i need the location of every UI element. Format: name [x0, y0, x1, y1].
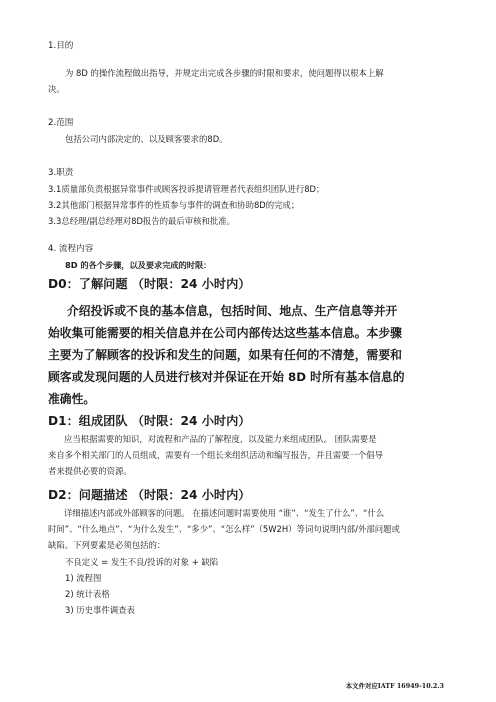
d2-line-1: 详细描述内部或外部顾客的问题。 在描述问题时需要使用 “谁”、“发生了什么”、“什么: [64, 508, 385, 518]
purpose-line-1: 为 8D 的操作流程做出指导，并规定出完成各步骤的时限和要求，使问题得以根本上解: [65, 68, 384, 78]
footer-reference: 本文件对应IATF 16949-10.2.3: [345, 682, 444, 690]
d0-line-4: 顾客或发现问题的人员进行核对并保证在开始 8D 时所有基本信息的: [48, 370, 405, 384]
d2-list-item: 1) 流程图: [65, 573, 102, 583]
purpose-line-2: 决。: [48, 84, 65, 94]
d0-line-3: 主要为了解顾客的投诉和发生的问题，如果有任何的不清楚，需要和: [48, 348, 402, 362]
d0-line-2: 始收集可能需要的相关信息并在公司内部传达这些基本信息。本步骤: [48, 326, 402, 340]
duties-line-2: 3.2其他部门根据异常事件的性质参与事件的调查和协助8D的完成；: [48, 200, 300, 210]
section-heading-scope: 2.范围: [48, 118, 74, 128]
d1-line-2: 来自多个相关部门的人员组成，需要有一个组长来组织活动和编写报告，并且需要一个倡导: [48, 450, 383, 460]
process-subheading: 8D 的各个步骤，以及要求完成的时限：: [65, 260, 212, 270]
d2-line-2: 时间”、“什么地点”、“为什么发生”、“多少”、“怎么样”（5W2H）等词句说明内部/外部问题或: [48, 524, 400, 534]
d2-line-3: 缺陷。下列要素是必须包括的：: [48, 540, 166, 550]
duties-line-1: 3.1质量部负责根据异常事件或顾客投诉提请管理者代表组织团队进行8D；: [48, 184, 325, 194]
d2-title: D2：问题描述 （时限：24 小时内）: [48, 488, 251, 502]
duties-line-3: 3.3总经理/副总经理对8D报告的最后审核和批准。: [48, 216, 236, 226]
d2-list-item: 2) 统计表格: [65, 589, 110, 599]
d2-list-item: 3) 历史事件调查表: [65, 605, 135, 615]
section-heading-duties: 3.职责: [48, 168, 74, 178]
d1-title: D1：组成团队 （时限：24 小时内）: [48, 414, 251, 428]
d2-definition: 不良定义 = 发生不良/投诉的对象 + 缺陷: [65, 557, 219, 567]
d0-title: D0：了解问题 （时限：24 小时内）: [48, 277, 251, 291]
scope-line-1: 包括公司内部决定的、以及顾客要求的8D。: [65, 134, 228, 144]
section-heading-purpose: 1.目的: [48, 41, 74, 51]
d1-line-3: 者来提供必要的资源。: [48, 466, 132, 476]
section-heading-process: 4. 流程内容: [48, 244, 94, 254]
d1-line-1: 应当根据需要的知识，对流程和产品的了解程度，以及能力来组成团队。 团队需要是: [64, 434, 377, 444]
d0-line-5: 准确性。: [48, 392, 96, 406]
d0-line-1: 介绍投诉或不良的基本信息，包括时间、地点、生产信息等并开: [67, 304, 398, 318]
